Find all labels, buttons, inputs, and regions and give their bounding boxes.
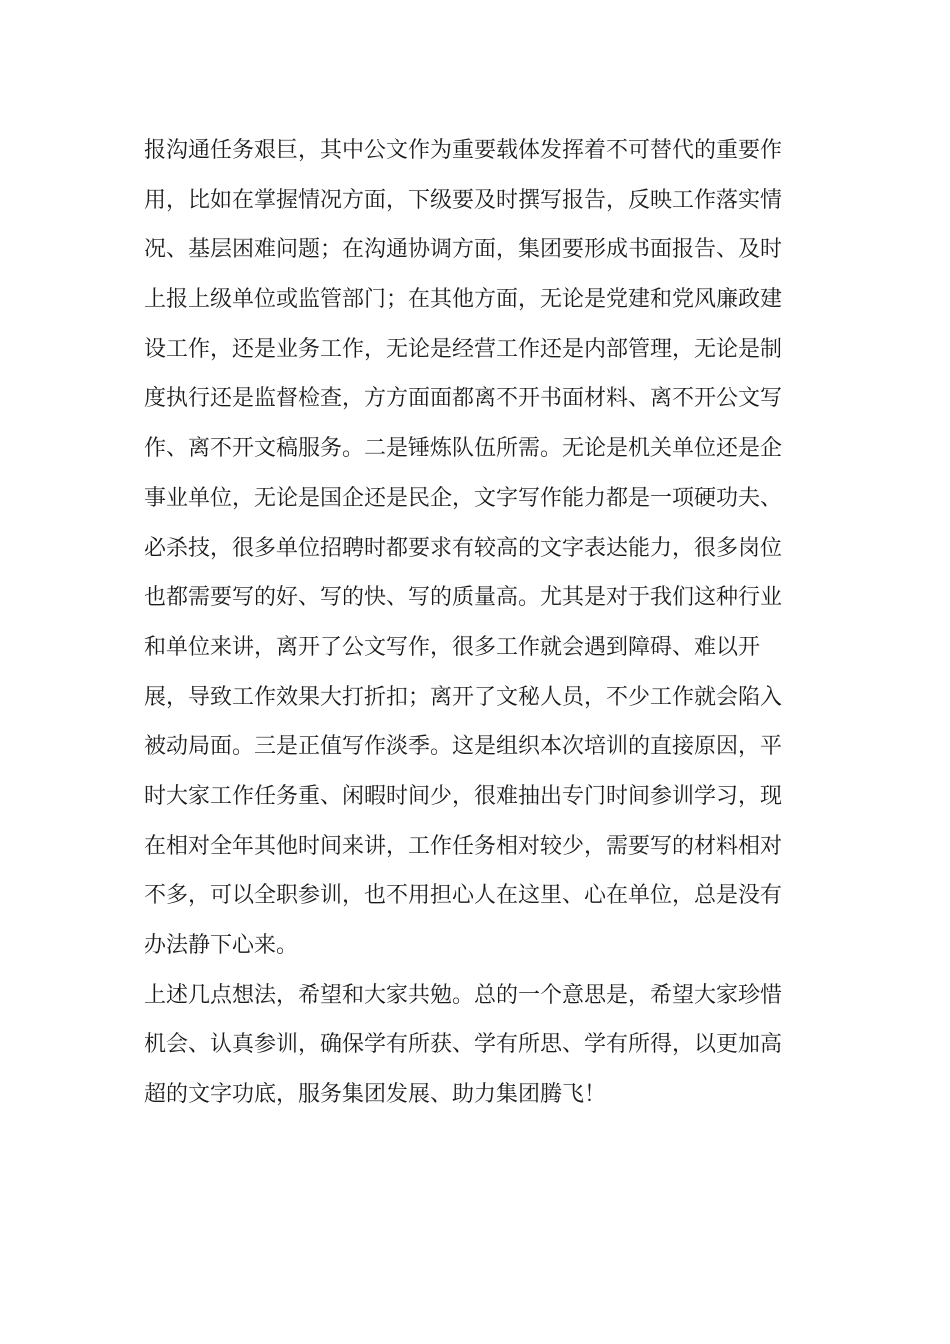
text-line: 办法静下心来。 [144, 933, 299, 958]
text-line: 用，比如在掌握情况方面，下级要及时撰写报告，反映工作落实情 [144, 187, 783, 213]
text-line: 超的文字功底，服务集团发展、助力集团腾飞！ [144, 1082, 607, 1108]
text-line: 被动局面。三是正值写作淡季。这是组织本次培训的直接原因，平 [144, 734, 783, 760]
text-line: 设工作，还是业务工作，无论是经营工作还是内部管理，无论是制 [144, 336, 783, 362]
text-line: 必杀技，很多单位招聘时都要求有较高的文字表达能力，很多岗位 [144, 535, 783, 561]
paragraph-2 [144, 971, 814, 1120]
text-line: 时大家工作任务重、闲暇时间少，很难抽出专门时间参训学习，现 [144, 783, 783, 809]
text-line: 报沟通任务艰巨，其中公文作为重要载体发挥着不可替代的重要作 [144, 138, 783, 163]
text-line: 机会、认真参训，确保学有所获、学有所思、学有所得，以更加高 [144, 1032, 783, 1058]
text-line: 作、离不开文稿服务。二是锤炼队伍所需。无论是机关单位还是企 [144, 436, 783, 462]
text-line: 况、基层困难问题；在沟通协调方面，集团要形成书面报告、及时 [144, 237, 783, 263]
text-line: 和单位来讲，离开了公文写作，很多工作就会遇到障碍、难以开 [144, 634, 761, 660]
text-line: 上报上级单位或监管部门；在其他方面，无论是党建和党风廉政建 [144, 287, 783, 313]
text-line: 在相对全年其他时间来讲，工作任务相对较少，需要写的材料相对 [144, 833, 783, 859]
text-line: 度执行还是监督检查，方方面面都离不开书面材料、离不开公文写 [144, 386, 783, 412]
document-body [144, 126, 814, 1120]
paragraph-1 [144, 126, 814, 971]
text-line: 展，导致工作效果大打折扣；离开了文秘人员，不少工作就会陷入 [144, 684, 783, 710]
text-line: 上述几点想法，希望和大家共勉。总的一个意思是，希望大家珍惜 [144, 982, 783, 1008]
text-line: 也都需要写的好、写的快、写的质量高。尤其是对于我们这种行业 [144, 585, 783, 611]
text-line: 不多，可以全职参训，也不用担心人在这里、心在单位，总是没有 [144, 883, 783, 909]
text-line: 事业单位，无论是国企还是民企，文字写作能力都是一项硬功夫、 [144, 485, 783, 511]
